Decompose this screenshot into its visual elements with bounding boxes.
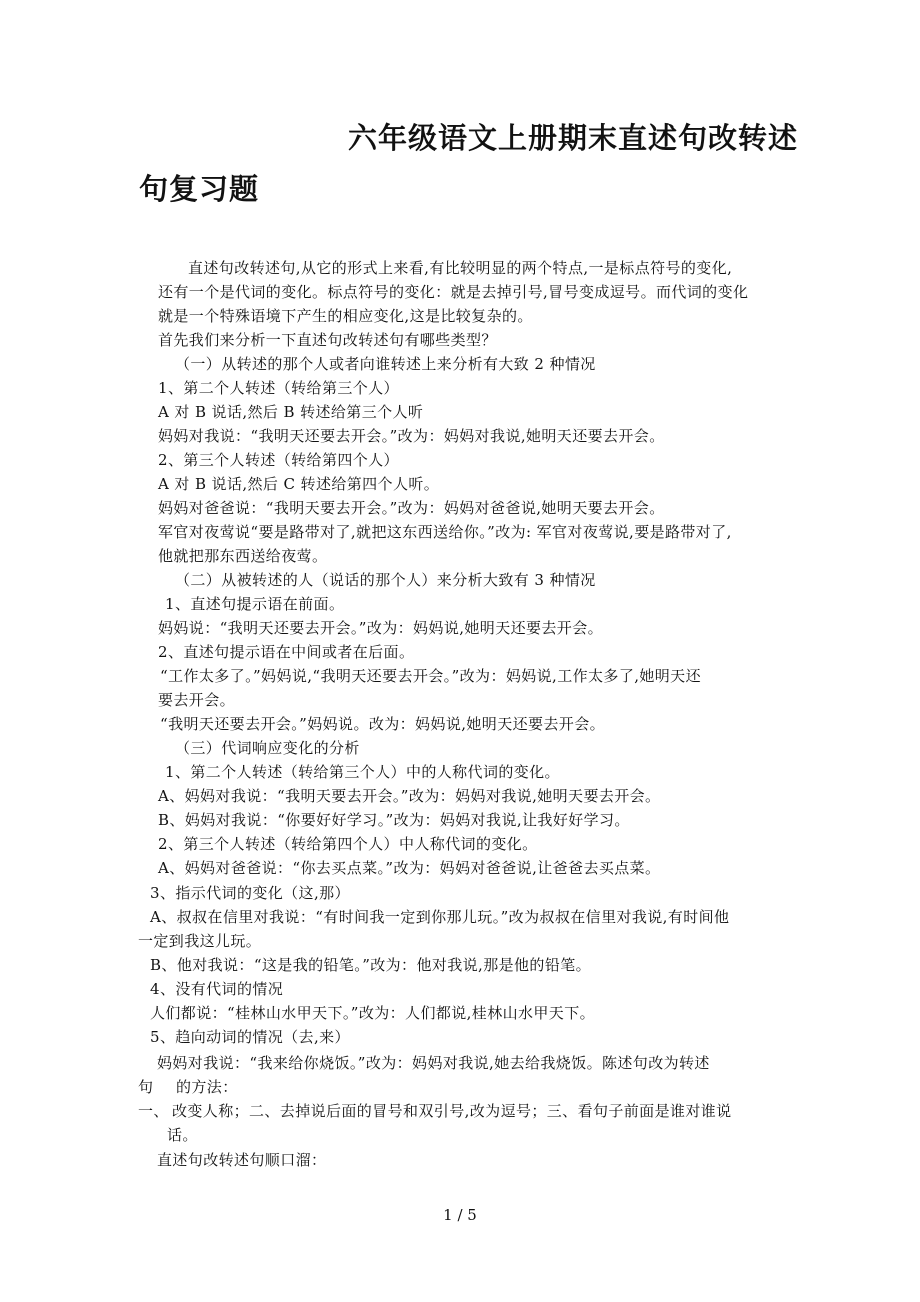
section-heading: （一）从转述的那个人或者向谁转述上来分析有大致 2 种情况	[175, 355, 596, 373]
paragraph-line: 2、第三个人转述（转给第四个人）中人称代词的变化。	[158, 835, 538, 853]
paragraph-line: 2、第三个人转述（转给第四个人）	[158, 451, 399, 469]
paragraph-line: 直述句改转述句顺口溜：	[157, 1151, 327, 1169]
paragraph-line: 1、直述句提示语在前面。	[165, 595, 345, 613]
paragraph-line: “工作太多了。”妈妈说,“我明天还要去开会。”改为：妈妈说,工作太多了,她明天还	[160, 667, 701, 685]
paragraph-line: 话。	[167, 1126, 198, 1144]
paragraph-line: A、叔叔在信里对我说：“有时间我一定到你那儿玩。”改为叔叔在信里对我说,有时间他	[150, 908, 730, 926]
paragraph-line: A 对 B 说话,然后 C 转述给第四个人听。	[158, 475, 440, 493]
paragraph-line: 4、没有代词的情况	[150, 980, 284, 998]
paragraph-line: 首先我们来分析一下直述句改转述句有哪些类型？	[158, 331, 497, 349]
paragraph-line: 妈妈对我说：“我明天还要去开会。”改为：妈妈对我说,她明天还要去开会。	[158, 427, 665, 445]
paragraph-line: 军官对夜莺说“要是路带对了,就把这东西送给你。”改为: 军官对夜莺说,要是路带对了,	[158, 523, 732, 541]
paragraph-line: 句	[138, 1078, 154, 1096]
paragraph-line: 妈妈对我说：“我来给你烧饭。”改为：妈妈对我说,她去给我烧饭。陈述句改为转述	[157, 1054, 710, 1072]
paragraph-line: 妈妈说：“我明天还要去开会。”改为：妈妈说,她明天还要去开会。	[158, 619, 604, 637]
paragraph-line: 5、趋向动词的情况（去,来）	[150, 1028, 350, 1046]
page-number: 1 / 5	[443, 1206, 477, 1224]
paragraph-line: A 对 B 说话,然后 B 转述给第三个人听	[158, 403, 424, 421]
list-number: 一、	[138, 1102, 169, 1120]
section-heading: （二）从被转述的人（说话的那个人）来分析大致有 3 种情况	[175, 571, 596, 589]
paragraph-line: A、妈妈对我说：“我明天要去开会。”改为：妈妈对我说,她明天要去开会。	[158, 787, 661, 805]
paragraph-line: “我明天还要去开会。”妈妈说。改为：妈妈说,她明天还要去开会。	[160, 715, 606, 733]
document-title-line1: 六年级语文上册期末直述句改转述	[348, 121, 799, 155]
paragraph-line: 他就把那东西送给夜莺。	[158, 547, 328, 565]
paragraph-line: 人们都说：“桂林山水甲天下。”改为：人们都说,桂林山水甲天下。	[150, 1004, 596, 1022]
paragraph-line: A、妈妈对爸爸说：“你去买点菜。”改为：妈妈对爸爸说,让爸爸去买点菜。	[158, 859, 661, 877]
paragraph-line: 要去开会。	[158, 691, 236, 709]
paragraph-line: 的方法：	[176, 1078, 238, 1096]
paragraph-line: 改变人称；二、去掉说后面的冒号和双引号,改为逗号；三、看句子前面是谁对谁说	[172, 1102, 732, 1120]
paragraph-line: 1、第二个人转述（转给第三个人）	[158, 379, 399, 397]
paragraph-line: 就是一个特殊语境下产生的相应变化,这是比较复杂的。	[158, 307, 533, 325]
document-title-line2: 句复习题	[139, 172, 260, 206]
paragraph-line: 妈妈对爸爸说：“我明天要去开会。”改为：妈妈对爸爸说,她明天要去开会。	[158, 499, 665, 517]
paragraph-line: 3、指示代词的变化（这,那）	[150, 884, 350, 902]
paragraph-line: 直述句改转述句,从它的形式上来看,有比较明显的两个特点,一是标点符号的变化,	[188, 259, 733, 277]
paragraph-line: 1、第二个人转述（转给第三个人）中的人称代词的变化。	[165, 763, 560, 781]
paragraph-line: 2、直述句提示语在中间或者在后面。	[158, 643, 415, 661]
paragraph-line: B、他对我说：“这是我的铅笔。”改为：他对我说,那是他的铅笔。	[150, 956, 592, 974]
paragraph-line: 还有一个是代词的变化。标点符号的变化：就是去掉引号,冒号变成逗号。而代词的变化	[158, 283, 749, 301]
section-heading: （三）代词响应变化的分析	[175, 739, 360, 757]
paragraph-line: B、妈妈对我说：“你要好好学习。”改为：妈妈对我说,让我好好学习。	[158, 811, 630, 829]
paragraph-line: 一定到我这儿玩。	[138, 932, 262, 950]
